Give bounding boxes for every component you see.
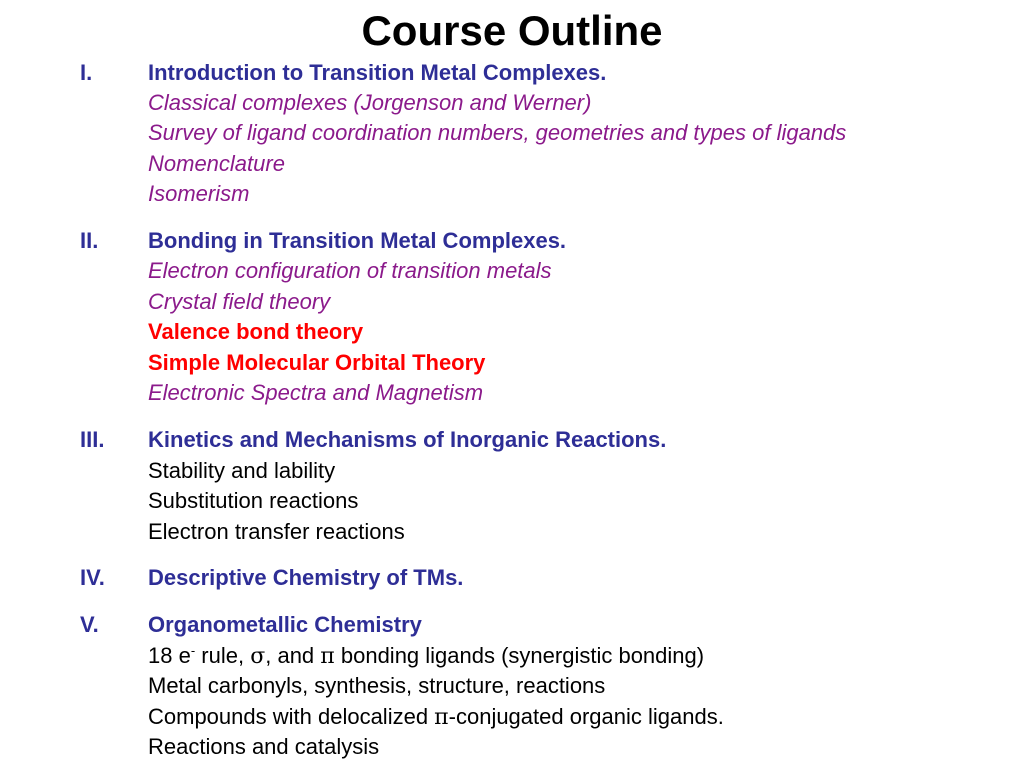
outline-item: Electron configuration of transition metals — [148, 258, 552, 283]
section-heading: Introduction to Transition Metal Complexes. — [148, 60, 607, 85]
outline-item: Electronic Spectra and Magnetism — [148, 380, 484, 405]
section-heading: Kinetics and Mechanisms of Inorganic Reactions. — [148, 427, 667, 452]
outline-item: Electron transfer reactions — [148, 519, 405, 544]
outline-item-highlight: Simple Molecular Orbital Theory — [148, 350, 486, 375]
outline-item: Substitution reactions — [148, 488, 359, 513]
outline-item: 18 e- rule, σ, and π bonding ligands (synergistic bonding) — [148, 643, 705, 669]
outline-item: Survey of ligand coordination numbers, geometries and types of ligands — [148, 120, 847, 145]
outline-item: Isomerism — [148, 181, 250, 206]
section-numeral: IV. — [80, 565, 105, 590]
outline-item: Nomenclature — [148, 151, 285, 176]
page-title: Course Outline — [361, 7, 663, 54]
outline-item: Metal carbonyls, synthesis, structure, reactions — [148, 673, 606, 698]
pi-symbol: π — [320, 644, 335, 669]
outline-item: Compounds with delocalized π-conjugated organic ligands. — [148, 704, 724, 730]
section-numeral: III. — [80, 427, 105, 452]
section-numeral: V. — [80, 612, 99, 637]
sigma-symbol: σ — [250, 644, 266, 669]
outline-item-highlight: Valence bond theory — [148, 319, 364, 344]
section-heading: Bonding in Transition Metal Complexes. — [148, 228, 567, 253]
outline-item: Reactions and catalysis — [148, 734, 380, 759]
outline-item: Classical complexes (Jorgenson and Werner) — [148, 90, 592, 115]
section-numeral: II. — [80, 228, 99, 253]
outline-item: Crystal field theory — [148, 289, 331, 314]
section-heading: Descriptive Chemistry of TMs. — [148, 565, 464, 590]
outline-item: Stability and lability — [148, 458, 336, 483]
section-heading: Organometallic Chemistry — [148, 612, 422, 637]
section-numeral: I. — [80, 60, 93, 85]
pi-symbol: π — [434, 705, 449, 730]
